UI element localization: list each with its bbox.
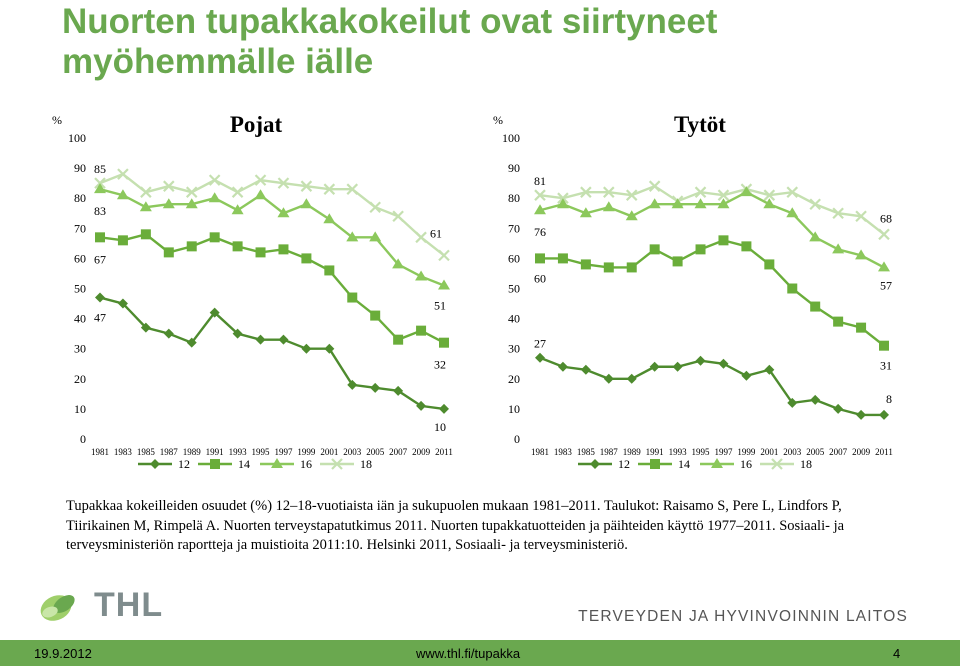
data-label: 83: [94, 204, 106, 219]
x-tick-label: 2001: [320, 447, 339, 457]
data-point: [673, 362, 683, 372]
data-label: 57: [880, 278, 892, 293]
data-point: [810, 199, 820, 209]
data-label: 60: [534, 271, 546, 286]
series-18: [535, 181, 889, 239]
data-point: [787, 284, 797, 294]
data-point: [741, 371, 751, 381]
x-tick-label: 2001: [760, 447, 779, 457]
y-axis-label: %: [52, 113, 62, 127]
x-tick-label: 1983: [113, 447, 132, 457]
x-tick-label: 1989: [182, 447, 201, 457]
y-tick-label: 10: [508, 401, 520, 416]
x-tick-label: 1999: [297, 447, 316, 457]
chart-title: Tytöt: [674, 112, 726, 137]
y-tick-label: 10: [74, 401, 86, 416]
y-tick-label: 70: [74, 221, 86, 236]
legend-item-16: [700, 457, 752, 471]
x-tick-label: 1989: [622, 447, 641, 457]
y-tick-label: 40: [74, 311, 86, 326]
footer-page-number: 4: [893, 646, 901, 661]
x-tick-label: 1997: [274, 447, 293, 457]
data-point: [558, 253, 568, 263]
legend-label: 14: [238, 457, 250, 471]
x-tick-label: 2003: [343, 447, 362, 457]
y-tick-label: 30: [508, 341, 520, 356]
legend-item-14: [638, 457, 690, 471]
y-tick-label: 80: [74, 191, 86, 206]
data-point: [604, 262, 614, 272]
data-point: [879, 341, 889, 351]
series-12: [535, 353, 889, 420]
data-point: [604, 374, 614, 384]
legend-marker: [590, 459, 600, 469]
y-tick-label: 50: [74, 281, 86, 296]
data-point: [810, 395, 820, 405]
legend-label: 16: [740, 457, 752, 471]
data-point: [879, 229, 889, 239]
x-tick-label: 2007: [389, 447, 408, 457]
y-tick-label: 0: [514, 432, 520, 446]
data-label: 10: [434, 419, 446, 434]
x-tick-label: 1985: [576, 447, 595, 457]
data-point: [627, 262, 637, 272]
data-point: [856, 410, 866, 420]
y-tick-label: 90: [508, 161, 520, 176]
y-tick-label: 60: [508, 251, 520, 266]
legend-label: 12: [618, 457, 630, 471]
footer-bar: [0, 640, 960, 666]
y-tick-label: 20: [74, 371, 86, 386]
series-line: [540, 186, 884, 234]
y-tick-label: 30: [74, 341, 86, 356]
legend-item-12: [578, 457, 630, 471]
legend-item-18: [760, 457, 812, 471]
data-point: [696, 244, 706, 254]
x-tick-label: 1995: [691, 447, 710, 457]
data-point: [833, 404, 843, 414]
y-tick-label: 70: [508, 221, 520, 236]
data-point: [558, 362, 568, 372]
x-tick-label: 2003: [783, 447, 802, 457]
x-tick-label: 1987: [599, 447, 618, 457]
legend-marker: [650, 459, 660, 469]
data-label: 31: [880, 358, 892, 373]
legend-label: 18: [800, 457, 812, 471]
organization-name: TERVEYDEN JA HYVINVOINNIN LAITOS: [578, 608, 908, 625]
x-tick-label: 1981: [91, 447, 109, 457]
data-point: [741, 241, 751, 251]
data-point: [650, 362, 660, 372]
series-line: [540, 192, 884, 267]
y-tick-label: 100: [502, 131, 520, 145]
x-tick-label: 1987: [159, 447, 178, 457]
x-tick-label: 2009: [412, 447, 431, 457]
data-label: 81: [534, 174, 546, 189]
x-tick-label: 2011: [875, 447, 893, 457]
data-point: [718, 235, 728, 245]
x-tick-label: 1997: [714, 447, 733, 457]
y-tick-label: 100: [68, 131, 86, 145]
data-label: 68: [880, 211, 892, 226]
data-point: [581, 365, 591, 375]
data-point: [833, 317, 843, 327]
slide-title: Nuorten tupakkakokeilut ovat siirtyneet myöhemmälle iälle: [62, 2, 718, 81]
x-tick-label: 1999: [737, 447, 756, 457]
footer-date: 19.9.2012: [34, 646, 92, 661]
legend-label: 14: [678, 457, 690, 471]
y-tick-label: 90: [74, 161, 86, 176]
data-point: [581, 259, 591, 269]
y-tick-label: 0: [80, 432, 86, 446]
x-tick-label: 1991: [645, 447, 664, 457]
x-tick-label: 1993: [668, 447, 687, 457]
data-point: [696, 356, 706, 366]
data-point: [673, 256, 683, 266]
x-tick-label: 1993: [228, 447, 247, 457]
data-point: [856, 323, 866, 333]
x-tick-label: 2005: [806, 447, 825, 457]
series-line: [540, 358, 884, 415]
x-tick-label: 1981: [531, 447, 549, 457]
data-label: 27: [534, 336, 546, 351]
data-label: 67: [94, 252, 106, 267]
data-point: [603, 201, 615, 211]
data-point: [718, 359, 728, 369]
y-tick-label: 40: [508, 311, 520, 326]
data-point: [627, 374, 637, 384]
x-tick-label: 2007: [829, 447, 848, 457]
legend-label: 12: [178, 457, 190, 471]
x-tick-label: 2009: [852, 447, 871, 457]
data-label: 76: [534, 225, 546, 240]
x-tick-label: 1983: [553, 447, 572, 457]
data-point: [650, 181, 660, 191]
y-tick-label: 60: [74, 251, 86, 266]
y-tick-label: 80: [508, 191, 520, 206]
data-label: 61: [430, 226, 442, 241]
legend-label: 18: [360, 457, 372, 471]
chart-title: Pojat: [229, 112, 283, 137]
data-point: [764, 259, 774, 269]
series-16: [534, 186, 890, 271]
data-point: [650, 244, 660, 254]
data-label: 32: [434, 357, 446, 372]
x-tick-label: 2005: [366, 447, 385, 457]
data-label: 85: [94, 162, 106, 177]
data-label: 47: [94, 310, 106, 325]
legend-label: 16: [300, 457, 312, 471]
data-point: [535, 253, 545, 263]
data-label: 51: [434, 298, 446, 313]
series-line: [540, 240, 884, 345]
x-tick-label: 1995: [251, 447, 270, 457]
y-tick-label: 20: [508, 371, 520, 386]
data-point: [879, 410, 889, 420]
x-tick-label: 1991: [205, 447, 224, 457]
y-tick-label: 50: [508, 281, 520, 296]
x-tick-label: 1985: [136, 447, 155, 457]
x-tick-label: 2011: [435, 447, 453, 457]
figure-caption: Tupakkaa kokeilleiden osuudet (%) 12–18-vuotiaista iän ja sukupuolen mukaan 1981–2011. Taulukot: Raisamo S, Pere L, Lindfors P, Tiirikainen M, Rimpelä A. Nuorten terveystapatutkimus 2011. Nuorten tupakkatuotteiden ja päihteiden käyttö 1977–2011. Sosiaali- ja terveysministeriön raportteja ja muistioita 2011:10. Helsinki 2011, Sosiaali- ja terveysministeriö.: [66, 498, 845, 553]
y-axis-label: %: [493, 113, 503, 127]
data-point: [810, 302, 820, 312]
footer-url[interactable]: www.thl.fi/tupakka: [416, 646, 521, 661]
thl-logo-text: THL: [94, 586, 164, 624]
data-point: [535, 353, 545, 363]
data-label: 8: [886, 391, 892, 406]
